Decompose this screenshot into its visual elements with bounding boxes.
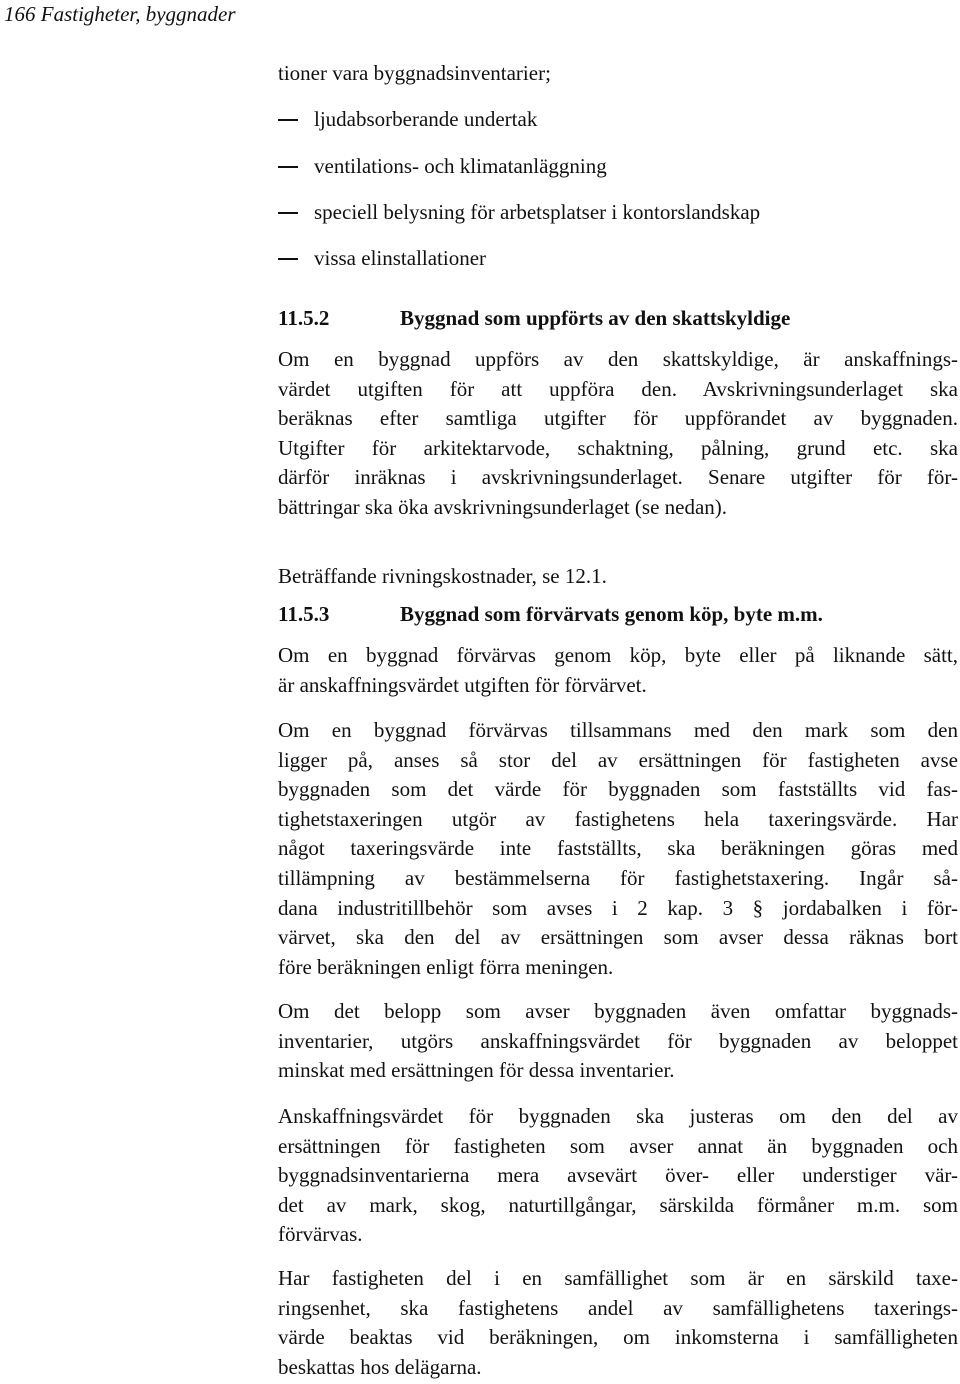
text-line: ersättningen för fastigheten som avser annat än byggnaden och [278, 1133, 958, 1158]
paragraph [278, 1264, 958, 1382]
paragraph [278, 997, 958, 1086]
text-line: byggnaden som det värde för byggnaden som fastställts vid fas- [278, 777, 958, 802]
text-line: ringsenhet, ska fastighetens andel av samfällighetens taxerings- [278, 1295, 958, 1320]
text-line: Om det belopp som avser byggnaden även omfattar byggnads- [278, 999, 958, 1023]
text-line: värde beaktas vid beräkningen, om inkomsterna i samfälligheten [278, 1325, 958, 1350]
intro-line [278, 58, 551, 88]
text-line: värdet utgiften för att uppföra den. Avskrivningsunderlaget ska [278, 376, 958, 401]
text-line: något taxeringsvärde inte fastställts, ska beräkningen göras med [278, 836, 958, 861]
text-line: tighetstaxeringen utgör av fastighetens hela taxeringsvärde. Har [278, 806, 958, 831]
section-title: Byggnad som uppförts av den skattskyldige [400, 306, 791, 330]
list-item [278, 151, 607, 181]
list-item-text: vissa elinstallationer [314, 246, 487, 270]
text-line: bättringar ska öka avskrivningsunderlaget (se nedan). [278, 494, 728, 519]
text-line: förvärvas. [278, 1222, 363, 1247]
text-line: dana industritillbehör som avses i 2 kap. 3 § jordabalken i för- [278, 895, 958, 920]
paragraph [278, 562, 958, 592]
section-title: Byggnad som förvärvats genom köp, byte m.m. [400, 602, 823, 626]
list-item [278, 104, 537, 134]
paragraph [278, 345, 958, 523]
text-line: tillämpning av bestämmelserna för fastighetstaxering. Ingår så- [278, 865, 958, 890]
list-item-text: ljudabsorberande undertak [314, 107, 538, 131]
paragraph [278, 641, 958, 700]
running-title: Fastigheter, byggnader [40, 2, 236, 26]
section-number: 11.5.2 [278, 306, 330, 330]
text-line: inventarier, utgörs anskaffningsvärdet för byggnaden av beloppet [278, 1028, 958, 1053]
paragraph [278, 716, 958, 982]
text-line: Om en byggnad uppförs av den skattskyldige, är anskaffnings- [278, 347, 958, 371]
list-item-text: speciell belysning för arbetsplatser i kontorslandskap [314, 200, 761, 224]
section-number: 11.5.3 [278, 602, 330, 626]
dash-bullet-icon [278, 212, 298, 214]
text-line: beskattas hos delägarna. [278, 1354, 482, 1379]
intro-text: tioner vara byggnadsinventarier; [278, 61, 551, 85]
text-line: Utgifter för arkitektarvode, schaktning, pålning, grund etc. ska [278, 435, 958, 460]
dash-bullet-icon [278, 258, 298, 260]
list-item-text: ventilations- och klimatanläggning [314, 154, 607, 178]
text-line: värvet, ska den del av ersättningen som avser dessa räknas bort [278, 925, 958, 950]
paragraph [278, 1102, 958, 1250]
section-heading [278, 303, 790, 333]
text-line: det av mark, skog, naturtillgångar, särskilda förmåner m.m. som [278, 1192, 958, 1217]
text-line: Har fastigheten del i en samfällighet som är en särskild taxe- [278, 1266, 958, 1290]
dash-bullet-icon [278, 166, 298, 168]
page-number: 166 [4, 2, 36, 26]
text-line: därför inräknas i avskrivningsunderlaget. Senare utgifter för för- [278, 465, 958, 490]
section-heading [278, 599, 823, 629]
text-line: Om en byggnad förvärvas tillsammans med den mark som den [278, 718, 958, 742]
text-line: Beträffande rivningskostnader, se 12.1. [278, 564, 607, 588]
text-line: ligger på, anses så stor del av ersättningen för fastigheten avse [278, 747, 958, 772]
running-header [4, 0, 236, 29]
list-item [278, 243, 486, 273]
dash-bullet-icon [278, 119, 298, 121]
list-item [278, 197, 760, 227]
text-line: är anskaffningsvärdet utgiften för förvärvet. [278, 672, 647, 697]
text-line: byggnadsinventarierna mera avsevärt över- eller understiger vär- [278, 1163, 958, 1188]
text-line: Om en byggnad förvärvas genom köp, byte eller på liknande sätt, [278, 643, 958, 667]
text-line: Anskaffningsvärdet för byggnaden ska justeras om den del av [278, 1104, 958, 1128]
text-line: före beräkningen enligt förra meningen. [278, 954, 614, 979]
text-line: minskat med ersättningen för dessa inventarier. [278, 1058, 675, 1083]
text-line: beräknas efter samtliga utgifter för uppförandet av byggnaden. [278, 406, 958, 431]
